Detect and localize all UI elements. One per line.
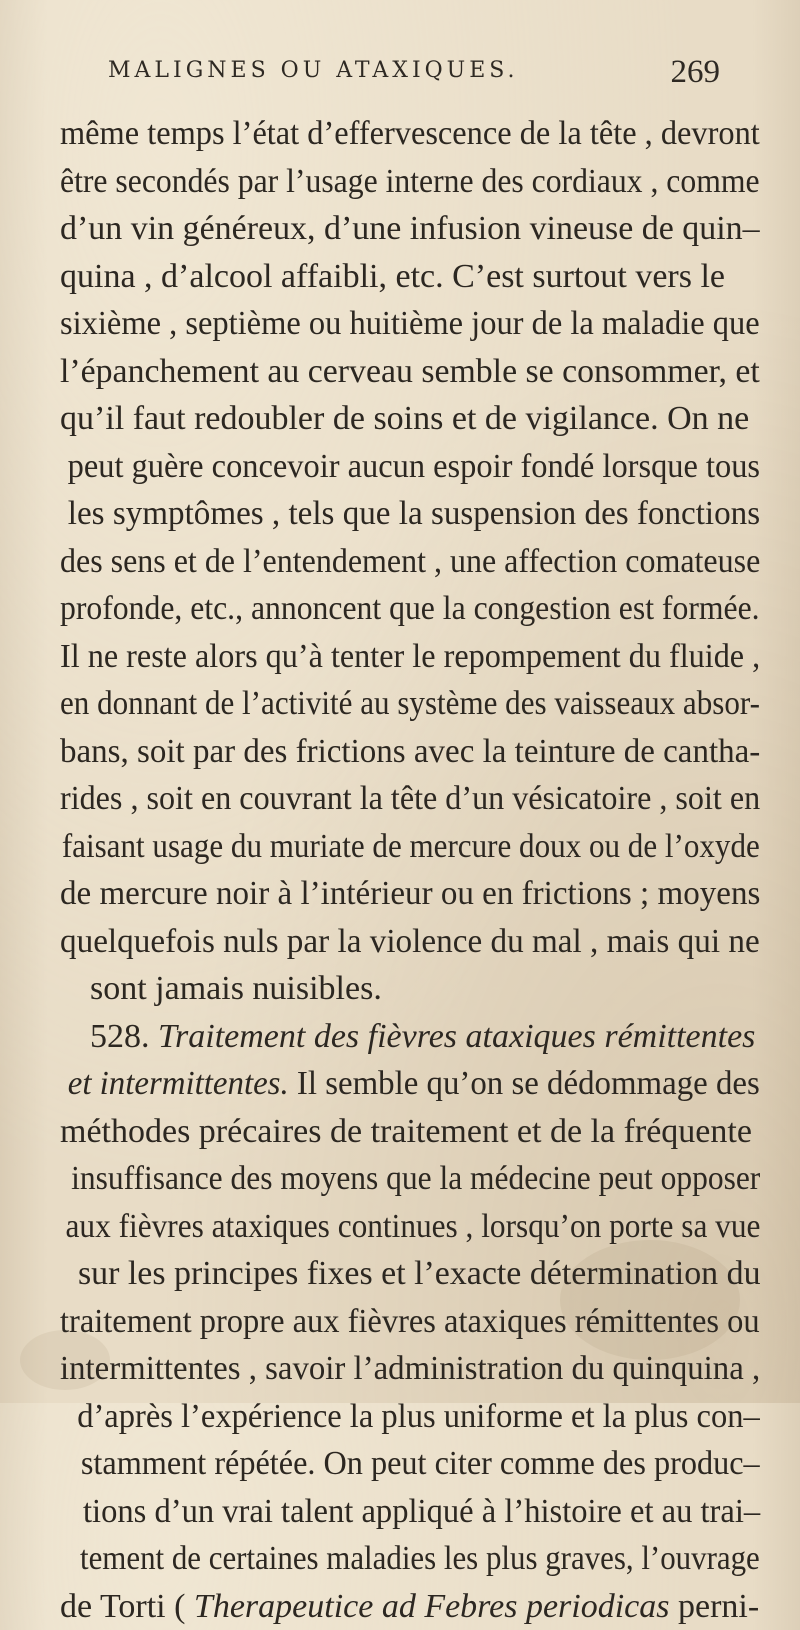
italic-text-segment: Traitement des fièvres ataxiques rémittentes bbox=[158, 1018, 755, 1055]
text-segment: l’épanchement au cerveau semble se consommer, et bbox=[60, 353, 760, 390]
text-line bbox=[60, 1345, 736, 1393]
text-segment: intermittentes , savoir l’administration du quinquina , bbox=[60, 1350, 760, 1387]
text-line bbox=[60, 110, 727, 158]
text-line bbox=[60, 633, 723, 681]
text-segment: rides , soit en couvrant la tête d’un vésicatoire , soit en bbox=[60, 780, 760, 817]
text-line bbox=[60, 1488, 730, 1536]
text-segment: bans, soit par des frictions avec la teinture de cantha- bbox=[60, 733, 760, 770]
text-line bbox=[60, 1393, 729, 1441]
text-segment: sur les principes fixes et l’exacte détermination du bbox=[78, 1255, 761, 1292]
text-line bbox=[60, 253, 760, 301]
text-segment: peut guère concevoir aucun espoir fondé lorsque tous bbox=[68, 448, 760, 485]
text-segment: insuffisance des moyens que la médecine peut opposer bbox=[71, 1160, 760, 1197]
text-segment: quina , d’alcool affaibli, etc. C’est surtout vers le bbox=[60, 258, 725, 295]
text-segment: Il ne reste alors qu’à tenter le repompement du fluide , bbox=[60, 638, 760, 675]
text-line bbox=[60, 1535, 696, 1583]
text-segment: être secondés par l’usage interne des cordiaux , comme bbox=[60, 163, 760, 200]
text-segment: les symptômes , tels que la suspension des fonctions bbox=[68, 495, 760, 532]
text-line bbox=[60, 1060, 737, 1108]
text-segment: de mercure noir à l’intérieur ou en frictions ; moyens bbox=[60, 875, 760, 912]
text-segment: 528. bbox=[90, 1018, 158, 1055]
text-segment: quelquefois nuls par la violence du mal , mais qui ne bbox=[60, 923, 760, 960]
text-segment: d’un vin généreux, d’une infusion vineuse de quin– bbox=[60, 210, 760, 247]
text-line bbox=[60, 1298, 729, 1346]
body-text bbox=[60, 110, 760, 1630]
text-segment: en donnant de l’activité au système des vaisseaux absor- bbox=[60, 685, 760, 722]
text-line bbox=[60, 395, 760, 443]
text-line bbox=[60, 1108, 760, 1156]
italic-text-segment: et intermittentes. bbox=[68, 1065, 289, 1102]
text-segment: perni- bbox=[670, 1588, 760, 1625]
text-line bbox=[60, 965, 760, 1013]
page-number: 269 bbox=[671, 54, 721, 91]
text-line bbox=[60, 1155, 708, 1203]
text-segment: sont jamais nuisibles. bbox=[90, 970, 382, 1007]
text-line bbox=[60, 823, 700, 871]
text-segment: aux fièvres ataxiques continues , lorsqu’on porte sa vue bbox=[66, 1208, 761, 1245]
text-line bbox=[60, 585, 712, 633]
text-line bbox=[60, 158, 712, 206]
italic-text-segment: Therapeutice ad Febres periodicas bbox=[194, 1588, 670, 1625]
text-line bbox=[60, 1203, 705, 1251]
text-line bbox=[60, 1440, 724, 1488]
text-line bbox=[60, 538, 719, 586]
text-segment: faisant usage du muriate de mercure doux ou de l’oxyde bbox=[62, 828, 760, 865]
text-segment: tement de certaines maladies les plus graves, l’ouvrage bbox=[80, 1540, 760, 1577]
text-line bbox=[60, 348, 756, 396]
text-line bbox=[60, 870, 741, 918]
text-line bbox=[60, 1013, 760, 1061]
text-line bbox=[60, 205, 759, 253]
text-segment: sixième , septième ou huitième jour de la maladie que bbox=[60, 305, 760, 342]
text-segment: qu’il faut redoubler de soins et de vigilance. On ne bbox=[60, 400, 749, 437]
page-header bbox=[108, 58, 720, 98]
text-line bbox=[60, 1250, 758, 1298]
text-segment: d’après l’expérience la plus uniforme et la plus con– bbox=[77, 1398, 760, 1435]
text-line bbox=[60, 680, 700, 728]
text-line bbox=[60, 728, 740, 776]
text-segment: méthodes précaires de traitement et de la fréquente bbox=[60, 1113, 752, 1150]
text-segment: même temps l’état d’effervescence de la tête , devront bbox=[60, 115, 760, 152]
text-line bbox=[60, 443, 728, 491]
text-line bbox=[60, 1583, 760, 1630]
text-segment: profonde, etc., annoncent que la congestion est formée. bbox=[60, 590, 760, 627]
text-segment: Il semble qu’on se dédommage des bbox=[289, 1065, 760, 1102]
text-segment: des sens et de l’entendement , une affection comateuse bbox=[60, 543, 760, 580]
text-line bbox=[60, 918, 743, 966]
text-segment: de Torti ( bbox=[60, 1588, 194, 1625]
text-line bbox=[60, 300, 729, 348]
text-segment: tions d’un vrai talent appliqué à l’histoire et au trai– bbox=[83, 1493, 760, 1530]
text-line bbox=[60, 490, 742, 538]
text-line bbox=[60, 775, 721, 823]
running-title: MALIGNES OU ATAXIQUES. bbox=[108, 58, 519, 83]
text-segment: traitement propre aux fièvres ataxiques rémittentes ou bbox=[60, 1303, 760, 1340]
text-segment: stamment répétée. On peut citer comme des produc– bbox=[81, 1445, 760, 1482]
